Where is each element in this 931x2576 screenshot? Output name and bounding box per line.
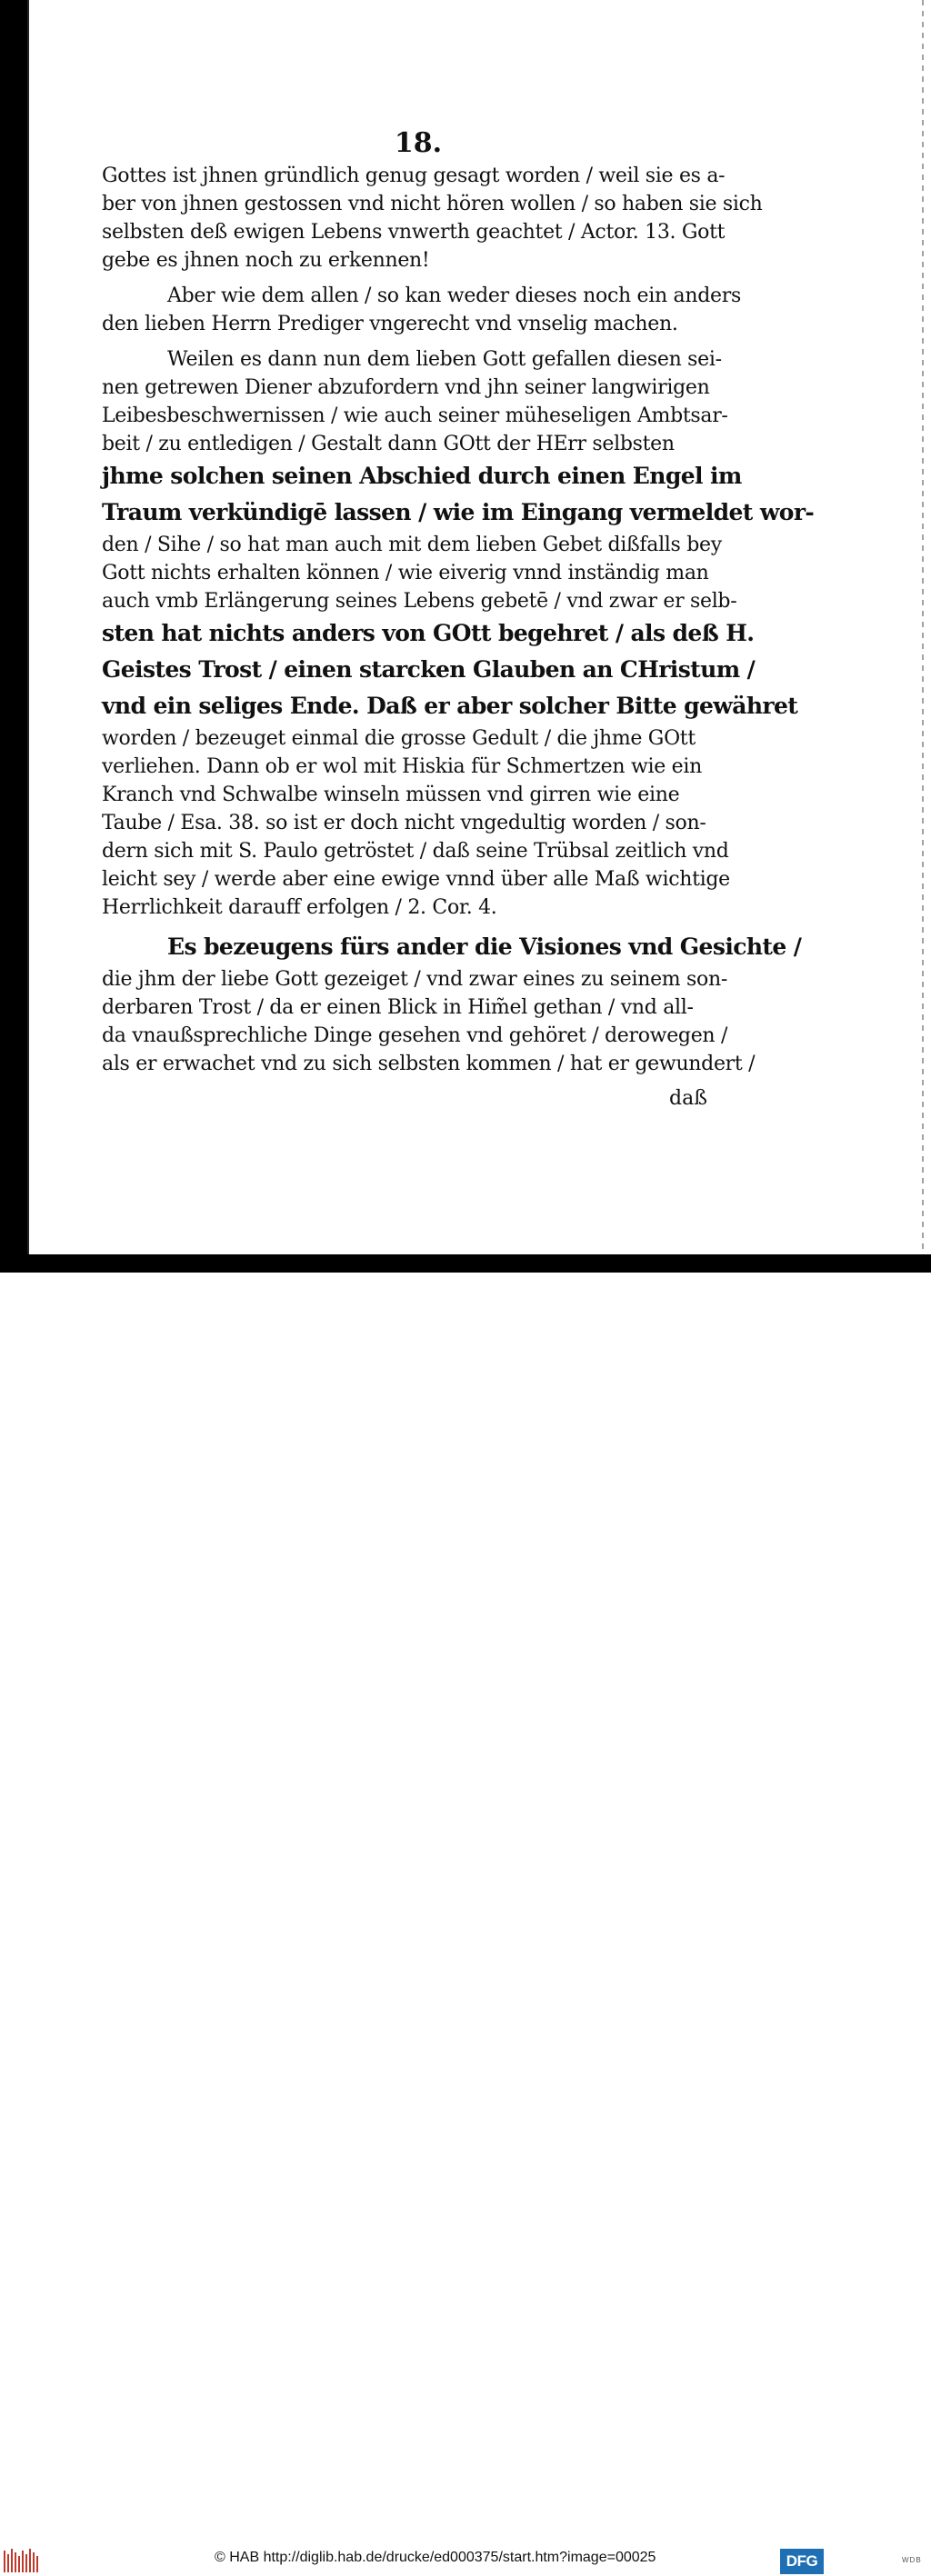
text-line: gebe es jhnen noch zu erkennen! [102,249,430,272]
text-line: verliehen. Dann ob er wol mit Hiskia für Schmertzen wie ein [102,755,702,778]
text-line: jhme solchen seinen Abschied durch einen Engel im [102,463,742,489]
text-line: Geistes Trost / einen starcken Glauben an CHristum / [102,656,756,683]
dfg-logo-icon[interactable] [780,2549,824,2574]
hab-logo-icon[interactable] [2,2545,42,2576]
scan-bottom-edge [0,1254,931,1273]
dfg-label: DFG [786,2552,818,2570]
text-line: Gottes ist jhnen gründlich genug gesagt worden / weil sie es a- [102,165,726,187]
text-line: ber von jhnen gestossen vnd nicht hören wollen / so haben sie sich [102,193,763,215]
text-line: Aber wie dem allen / so kan weder dieses noch ein anders [167,285,741,307]
text-line: Gott nichts erhalten können / wie eiverig vnnd inständig man [102,562,709,584]
text-line: dern sich mit S. Paulo getröstet / daß seine Trübsal zeitlich vnd [102,840,729,863]
text-line: Leibesbeschwernissen / wie auch seiner müheseligen Ambtsar- [102,404,728,427]
text-line: vnd ein seliges Ende. Daß er aber solcher Bitte gewähret [102,693,798,719]
text-line: da vnaußsprechliche Dinge gesehen vnd gehöret / derowegen / [102,1024,728,1047]
scan-left-edge [0,0,27,1273]
text-line: leicht sey / werde aber eine ewige vnnd über alle Maß wichtige [102,868,730,891]
page-number: 18. [394,127,443,159]
page-text-block [102,162,815,1078]
text-line: Herrlichkeit darauff erfolgen / 2. Cor. 4. [102,896,497,919]
text-line: worden / bezeuget einmal die grosse Gedult / die jhme GOtt [102,727,696,750]
text-line: Traum verkündigē lassen / wie im Eingang vermeldet wor- [102,499,815,525]
footer-bar [0,1273,931,2570]
text-line: nen getrewen Diener abzufordern vnd jhn seiner langwirigen [102,376,710,399]
text-line: Taube / Esa. 38. so ist er doch nicht vngedultig worden / son- [102,812,706,834]
text-line: Es bezeugens fürs ander die Visiones vnd Gesichte / [167,934,802,960]
text-line: als er erwachet vnd zu sich selbsten kommen / hat er gewundert / [102,1053,756,1075]
text-line: auch vmb Erlängerung seines Lebens gebetē / vnd zwar er selb- [102,590,737,613]
text-line: derbaren Trost / da er einen Blick in Him̃el gethan / vnd all- [102,996,694,1019]
text-line: die jhm der liebe Gott gezeiget / vnd zwar eines zu seinem son- [102,968,727,991]
text-line: den lieben Herrn Prediger vngerecht vnd vnselig machen. [102,313,678,335]
text-line: sten hat nichts anders von GOtt begehret / als deß H. [102,620,755,646]
scan-right-edge [922,0,924,1273]
text-line: den / Sihe / so hat man auch mit dem lieben Gebet dißfalls bey [102,534,722,556]
text-line: Kranch vnd Schwalbe winseln müssen vnd girren wie eine [102,784,680,806]
scanned-page [0,0,931,1273]
text-line: beit / zu entledigen / Gestalt dann GOtt der HErr selbsten [102,433,675,455]
copyright-link[interactable]: © HAB http://diglib.hab.de/drucke/ed000375/start.htm?image=00025 [215,2550,656,2565]
wdb-label: WDB [902,2556,922,2564]
text-line: Weilen es dann nun dem lieben Gott gefallen diesen sei- [167,348,722,371]
catchword: daß [669,1087,707,1110]
text-line: selbsten deß ewigen Lebens vnwerth geachtet / Actor. 13. Gott [102,221,726,244]
scan-page-gutter [27,0,42,1273]
